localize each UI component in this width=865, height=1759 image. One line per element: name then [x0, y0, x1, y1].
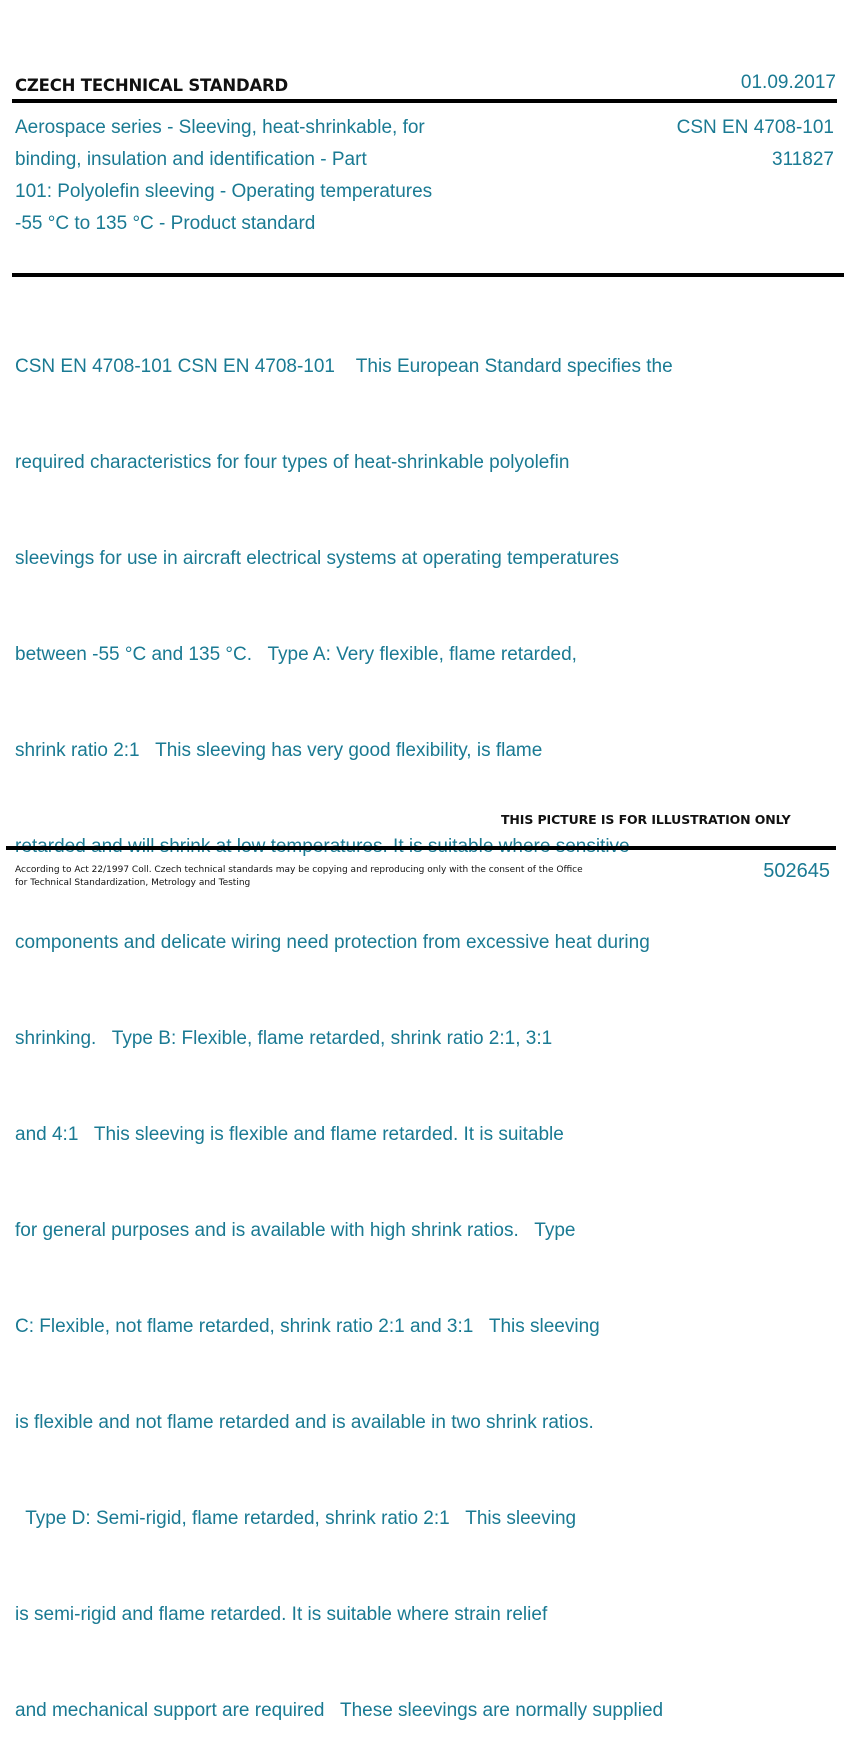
catalog-number: 311827	[772, 149, 834, 170]
abstract-line: is semi-rigid and flame retarded. It is suitable where strain relief	[15, 1604, 548, 1625]
footer-legal-line: for Technical Standardization, Metrology and Testing	[15, 878, 251, 888]
header-divider	[12, 99, 837, 103]
abstract-line: shrink ratio 2:1 This sleeving has very good flexibility, is flame	[15, 740, 543, 761]
document-title-line: binding, insulation and identification - Part	[15, 149, 367, 170]
footer-legal-note	[15, 864, 585, 890]
abstract-line: CSN EN 4708-101 CSN EN 4708-101 This European Standard specifies the	[15, 356, 673, 377]
abstract-line: components and delicate wiring need protection from excessive heat during	[15, 932, 650, 953]
header-date: 01.09.2017	[740, 72, 836, 93]
abstract-text	[15, 287, 805, 1759]
footer-legal-line: According to Act 22/1997 Coll. Czech technical standards may be copying and reproducing only with the consent of the Office	[15, 865, 583, 875]
standard-code: CSN EN 4708-101	[676, 117, 834, 138]
document-title-line: Aerospace series - Sleeving, heat-shrinkable, for	[15, 117, 425, 138]
abstract-line: sleevings for use in aircraft electrical systems at operating temperatures	[15, 548, 620, 569]
document-title	[15, 112, 505, 240]
document-title-line: 101: Polyolefin sleeving - Operating temperatures	[15, 181, 433, 202]
abstract-line: shrinking. Type B: Flexible, flame retarded, shrink ratio 2:1, 3:1	[15, 1028, 553, 1049]
document-title-line: -55 °C to 135 °C - Product standard	[15, 213, 316, 234]
abstract-line: and mechanical support are required These sleevings are normally supplied	[15, 1700, 664, 1721]
header-title: CZECH TECHNICAL STANDARD	[15, 76, 289, 95]
footer-divider	[6, 846, 836, 850]
abstract-line: C: Flexible, not flame retarded, shrink ratio 2:1 and 3:1 This sleeving	[15, 1316, 600, 1337]
abstract-line: required characteristics for four types of heat-shrinkable polyolefin	[15, 452, 570, 473]
illustration-note: THIS PICTURE IS FOR ILLUSTRATION ONLY	[501, 812, 791, 827]
abstract-line: for general purposes and is available with high shrink ratios. Type	[15, 1220, 576, 1241]
abstract-line: and 4:1 This sleeving is flexible and flame retarded. It is suitable	[15, 1124, 564, 1145]
title-divider	[12, 273, 844, 277]
abstract-line: is flexible and not flame retarded and is available in two shrink ratios.	[15, 1412, 594, 1433]
abstract-line: Type D: Semi-rigid, flame retarded, shrink ratio 2:1 This sleeving	[15, 1508, 577, 1529]
abstract-line: between -55 °C and 135 °C. Type A: Very flexible, flame retarded,	[15, 644, 577, 665]
document-identifiers	[677, 112, 834, 176]
footer-number: 502645	[763, 860, 830, 882]
